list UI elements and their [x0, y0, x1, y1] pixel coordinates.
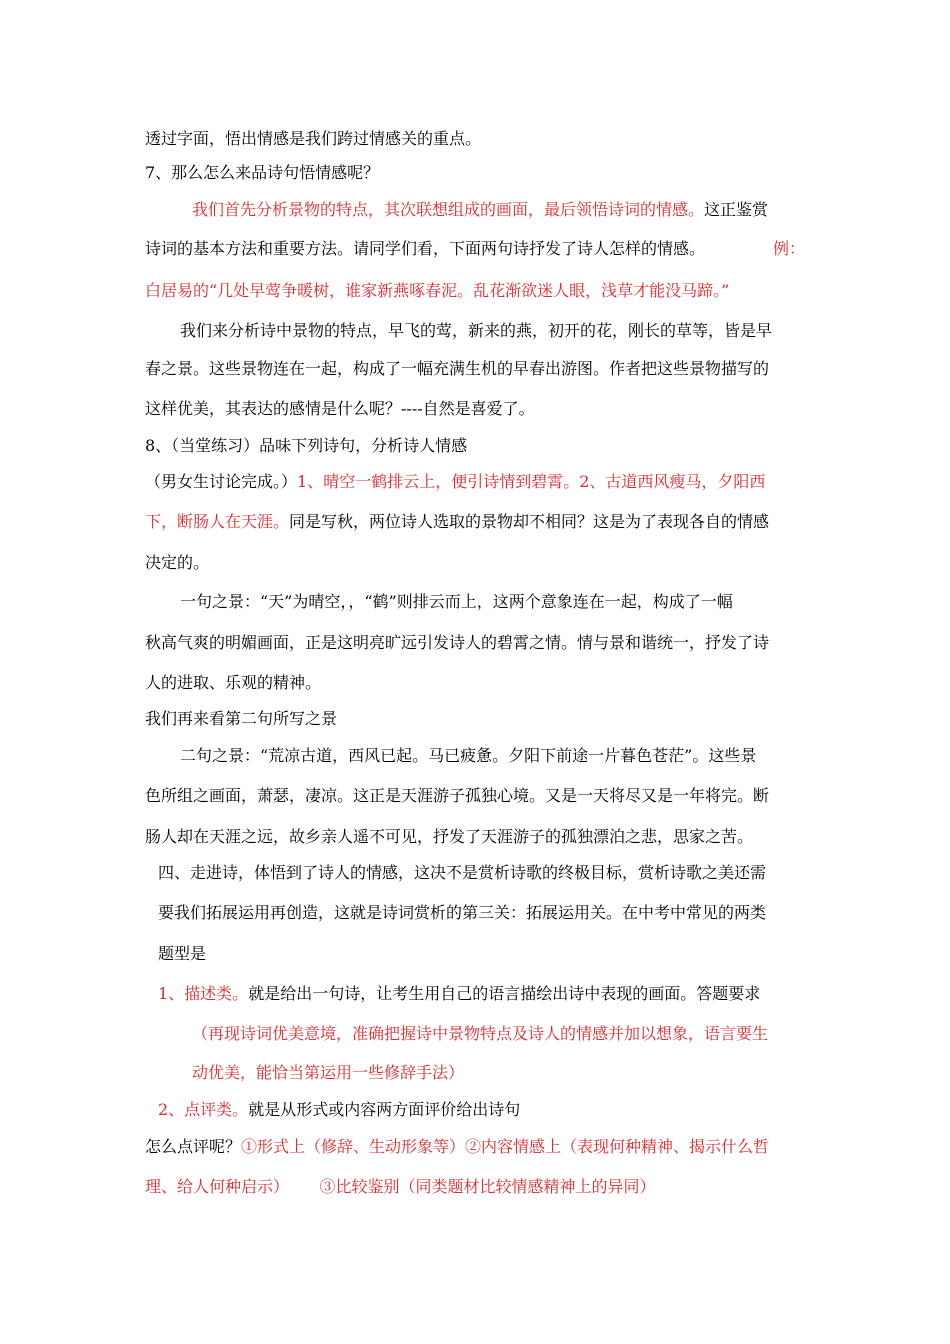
body-text: 色所组之画面，萧瑟，凄凉。这正是天涯游子孤独心境。又是一天将尽又是一年将完。断: [145, 786, 770, 805]
paragraph-line: [145, 398, 535, 420]
example-label: 例：: [772, 239, 805, 258]
emphasis-text: 我们首先分析景物的特点，其次联想组成的画面，最后领悟诗词的情感。: [192, 200, 705, 219]
paragraph-line: [145, 238, 805, 260]
paragraph-line: [180, 745, 756, 767]
paragraph-line: [192, 1023, 768, 1045]
body-text: 肠人却在天涯之远，故乡亲人遥不可见，抒发了天涯游子的孤独漂泊之悲，思家之苦。: [145, 827, 754, 846]
paragraph-line: [145, 1136, 769, 1158]
emphasis-text: （再现诗词优美意境，准确把握诗中景物特点及诗人的情感并加以想象，语言要生: [192, 1024, 769, 1043]
body-text: 我们再来看第二句所写之景: [145, 709, 338, 728]
body-text: 一句之景：“天”为晴空，，“鹤”则排云而上，这两个意象连在一起，构成了一幅: [180, 592, 733, 611]
question-heading: [145, 435, 467, 457]
paragraph-line: [192, 1062, 464, 1084]
paragraph-line: [145, 785, 769, 807]
body-text: 人的进取、乐观的精神。: [145, 673, 322, 692]
body-text: 同是写秋，两位诗人选取的景物却不相同？这是为了表现各自的情感: [289, 512, 770, 531]
body-text: 诗词的基本方法和重要方法。请同学们看，下面两句诗抒发了诗人怎样的情感。: [145, 239, 706, 258]
body-text: 春之景。这些景物连在一起，构成了一幅充满生机的早春出游图。作者把这些景物描写的: [145, 359, 770, 378]
paragraph-line: [145, 826, 753, 848]
body-text: 就是从形式或内容两方面评价给出诗句: [248, 1100, 521, 1119]
paragraph-line: [145, 358, 769, 380]
body-text: 这样优美，其表达的感情是什么呢？----自然是喜爱了。: [145, 399, 535, 418]
paragraph-line: [145, 632, 769, 654]
list-item: [158, 1099, 520, 1121]
paragraph-line: [145, 552, 209, 574]
emphasis-text: 理、给人何种启示） ③比较鉴别（同类题材比较情感精神上的异同）: [145, 1177, 656, 1196]
poem-quote: [145, 280, 729, 302]
paragraph-line: [145, 128, 481, 150]
body-text: 7、那么怎么来品诗句悟情感呢？: [145, 163, 380, 182]
emphasis-text: 1、晴空一鹤排云上，便引诗情到碧霄。2、古道西风瘦马，夕阳西: [297, 472, 766, 491]
question-heading: [145, 162, 379, 184]
paragraph-line: [145, 471, 765, 493]
body-text: （男女生讨论完成。）: [145, 472, 298, 491]
paragraph-line: [180, 320, 772, 342]
emphasis-text: 下，断肠人在天涯。: [145, 512, 290, 531]
body-text: 这正鉴赏: [704, 200, 769, 219]
body-text: 8、（当堂练习）品味下列诗句，分析诗人情感: [145, 436, 468, 455]
section-heading: [158, 862, 766, 884]
paragraph-line: [180, 591, 733, 613]
emphasis-text: 白居易的“几处早莺争暖树，谁家新燕啄春泥。乱花渐欲迷人眼，浅草才能没马蹄。”: [145, 281, 730, 300]
paragraph-line: [158, 902, 766, 924]
paragraph-line: [145, 708, 337, 730]
body-text: 决定的。: [145, 553, 210, 572]
paragraph-line: [145, 672, 321, 694]
list-item-label: 1、描述类。: [158, 984, 249, 1003]
body-text: 透过字面，悟出情感是我们跨过情感关的重点。: [145, 129, 482, 148]
paragraph-line: [145, 511, 769, 533]
paragraph-line: [145, 1176, 656, 1198]
body-text: 四、走进诗，体悟到了诗人的情感，这决不是赏析诗歌的终极目标，赏析诗歌之美还需: [158, 863, 767, 882]
list-item-label: 2、点评类。: [158, 1100, 249, 1119]
list-item: [158, 983, 760, 1005]
paragraph-line: [192, 199, 768, 221]
body-text: 就是给出一句诗，让考生用自己的语言描绘出诗中表现的画面。答题要求: [248, 984, 761, 1003]
emphasis-text: ①形式上（修辞、生动形象等）②内容情感上（表现何种精神、揭示什么哲: [241, 1137, 770, 1156]
paragraph-line: [158, 943, 206, 965]
emphasis-text: 动优美，能恰当第运用一些修辞手法）: [192, 1063, 465, 1082]
body-text: 我们来分析诗中景物的特点，早飞的莺，新来的燕，初开的花，刚长的草等，皆是早: [180, 321, 773, 340]
body-text: 秋高气爽的明媚画面，正是这明亮旷远引发诗人的碧霄之情。情与景和谐统一，抒发了诗: [145, 633, 770, 652]
body-text: 题型是: [158, 944, 207, 963]
body-text: 怎么点评呢？: [145, 1137, 242, 1156]
body-text: 要我们拓展运用再创造，这就是诗词赏析的第三关：拓展运用关。在中考中常见的两类: [158, 903, 767, 922]
body-text: 二句之景：“荒凉古道，西风已起。马已疲惫。夕阳下前途一片暮色苍茫”。这些景: [180, 746, 757, 765]
